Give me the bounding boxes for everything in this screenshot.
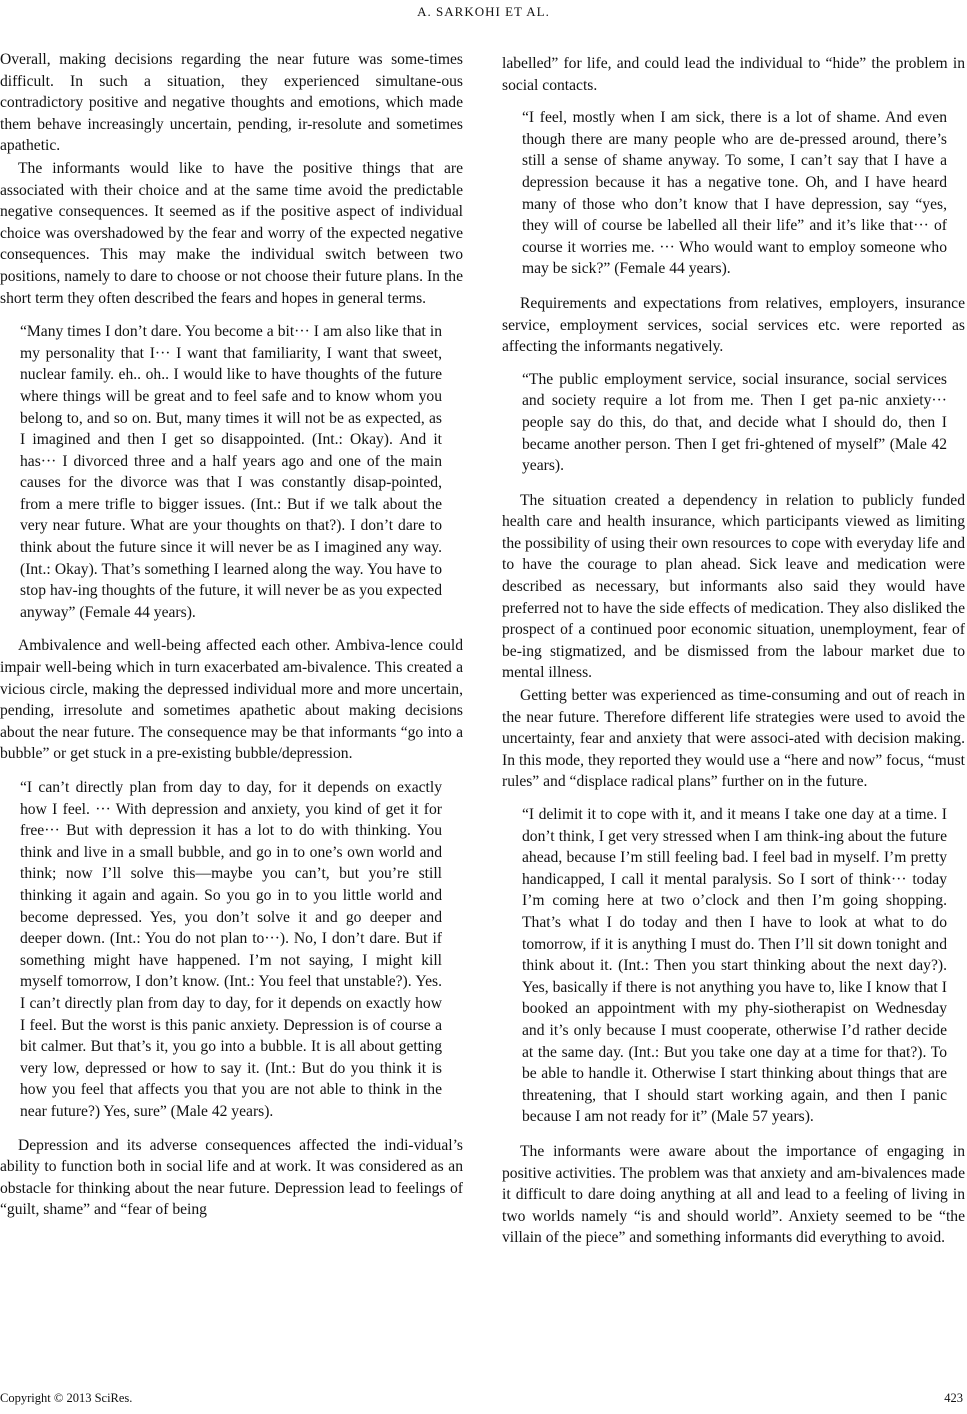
paragraph: labelled” for life, and could lead the individual to “hide” the problem in social contacts. (502, 55, 965, 94)
copyright-notice: Copyright © 2013 SciRes. (0, 1391, 133, 1405)
paragraph: Getting better was experienced as time-consuming and out of reach in the near future. Therefore different life strategies were used to avoid the uncertainty, fear and anxiety that were associ-ated with decision making. In this mode, they reported they would use a “here and now” focus, “must rules” and “displace radical plans” further on in the future. (502, 687, 965, 791)
paragraph: Requirements and expectations from relatives, employers, insurance service, employment services, social services etc. were reported as affecting the informants negatively. (502, 294, 965, 356)
interview-quote: “Many times I don’t dare. You become a bit··· I am also like that in my personality that I··· I want that familiarity, I want that sweet, nuclear family. eh.. oh.. I would like to have thoughts of the future where things will be great and to feel safe and to know whom you belong to, and so on. But, many times it will not be as expected, as I imagined and then I get so disappointed. (Int.: Okay). And it has··· I divorced three and a half years ago and one of the main causes for the divorce was that I was constantly disap-pointed, from a mere trifle to bigger issues. (Int.: But if we talk about the very near future. What are your thoughts on that?). I don’t dare to think about the future since it will never be as I imagined any way. (Int.: Okay). That’s something I learned along the way. You have to stop hav-ing thoughts of the future, it will never be as you expected anyway” (Female 44 years). (20, 323, 442, 621)
right-column (502, 53, 965, 1250)
interview-quote: “I feel, mostly when I am sick, there is a lot of shame. And even though there are many people who are de-pressed around, there’s still a sense of shame anyway. To some, I can’t say that I have a depression because it has a negative tone. Oh, and I have heard many of those who don’t know that I have depression, say “yes, they will of course be labelled all their life” and it’s like that··· of course it worries me. ··· Who would want to employ someone who may be sick?” (Female 44 years). (522, 109, 947, 278)
interview-quote: “I can’t directly plan from day to day, for it depends on exactly how I feel. ··· With depression and anxiety, you kind of get it for free··· But with depression it has a lot to do with thinking. You think and live in a small bubble, and go in to one’s own world and think; now I’ll solve this—maybe you can’t, but you’re still thinking it again and again. So you go in to you little world and become depressed. Yes, you don’t solve it and go deeper and deeper down. (Int.: You do not plan to···). No, I don’t dare. But if something might have happened. I’m not saying, I might kill myself tomorrow, I don’t know. (Int.: You feel that unstable?). Yes. I can’t directly plan from day to day, for it depends on exactly how I feel. But the worst is this panic anxiety. Depression is of course a bit calmer. But that’s it, you go into a bubble. It is all about getting very low, depressed or how to say it. (Int.: But do you think it is how you feel that affects you that you are not able to think in the near future?) Yes, sure” (Male 42 years). (20, 779, 442, 1120)
interview-quote: “I delimit it to cope with it, and it means I take one day at a time. I don’t think, I get very stressed when I am think-ing about the future ahead, because I’m still feeling bad. I feel bad in myself. I’m pretty handicapped, I call it mental paralysis. So I sort of think··· today I’m coming here at two o’clock and then I’m going shopping. That’s what I do today and then I have to look at what to do tomorrow, if it is anything I must do. Then I’ll sit down tonight and think about it. (Int.: Then you start thinking about the next day?). Yes, basically if there is not anything you have to, like I know that I booked an appointment with my phy-siotherapist on Wednesday and it’s only because I must cooperate, otherwise I’d rather decide at the same day. (Int.: But you take one day at a time for that?). To be able to handle it. Otherwise I start thinking about things that are threatening, that I should start working again, and then I panic because I am not ready for it” (Male 57 years). (522, 806, 947, 1126)
paragraph: Overall, making decisions regarding the near future was some-times difficult. In such a situation, they experienced simultane-ous contradictory positive and negative thoughts and emotions, which made them behave increasingly uncertain, pending, ir-resolute and sometimes apathetic. (0, 51, 463, 155)
paragraph: The informants would like to have the positive things that are associated with their choice and at the same time avoid the predictable negative consequences. It seemed as if the positive aspect of individual choice was overshadowed by the fear and worry of the expected negative consequences. This may make the individual switch between two positions, namely to dare to choose or not choose their future plans. In the short term they often described the fears and hopes in general terms. (0, 159, 463, 307)
paragraph: Depression and its adverse consequences affected the indi-vidual’s ability to function both in social life and at work. It was considered as an obstacle for thinking about the near future. Depression lead to feelings of “guilt, shame” and “fear of being (0, 1136, 463, 1219)
paragraph: The informants were aware about the importance of engaging in positive activities. The problem was that anxiety and am-bivalences made it difficult to dare doing anything at all and lead to a feeling of living in two worlds namely “is and should world”. Anxiety seemed to be “the villain of the piece” and something informants did everything to avoid. (502, 1142, 965, 1247)
paragraph: The situation created a dependency in relation to publicly funded health care and health insurance, which participants viewed as limiting the possibility of using their own resources to cope with everyday life and to have the courage to plan ahead. Sick leave and medication were described as necessary, but informants also said they would have preferred not to have the side effects of medication. They also disliked the prospect of a continued poor economic situation, unemployment, fear of be-ing stigmatized, and be dismissed from the labour market due to mental illness. (502, 491, 965, 682)
paragraph: Ambivalence and well-being affected each other. Ambiva-lence could impair well-being which in turn exacerbated am-bivalence. This created a vicious circle, making the depressed individual more and more uncertain, pending, irresolute and sometimes apathetic about making decisions about the near future. The consequence may be that informants “go into a bubble” or get stuck in a pre-existing bubble/depression. (0, 637, 463, 763)
left-column (0, 49, 463, 1222)
page-number: 423 (944, 1391, 963, 1405)
interview-quote: “The public employment service, social insurance, social services and society require a lot from me. Then I get pa-nic anxiety··· people say do this, do that, and decide what I should do, then I became another person. Then I get fri-ghtened of myself” (Male 42 years). (522, 370, 947, 475)
running-head: A. SARKOHI ET AL. (417, 4, 550, 19)
